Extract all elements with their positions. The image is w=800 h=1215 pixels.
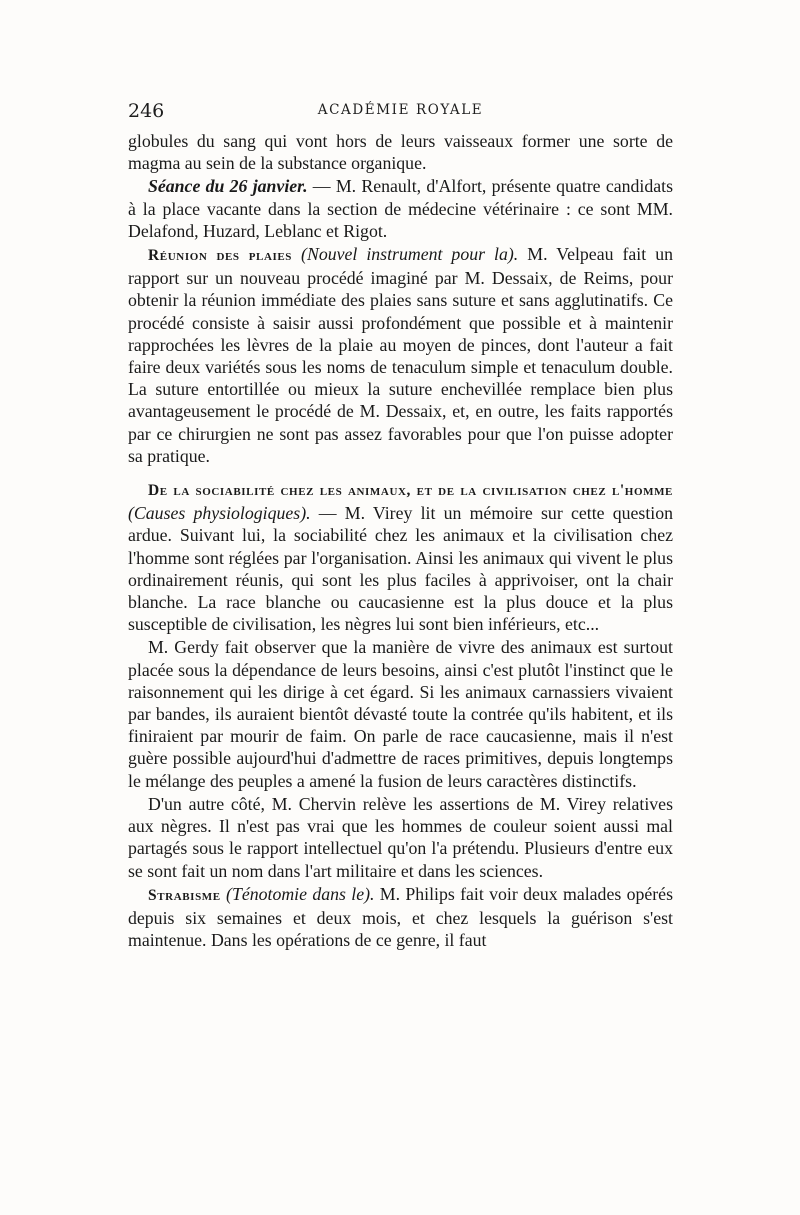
paragraph-1-text: globules du sang qui vont hors de leurs vaisseaux former une sorte de magma au sein de la substance organique.	[128, 131, 673, 174]
paragraph-7-text: M. Philips fait voir deux malades opérés depuis six semaines et deux mois, et chez lesquels la guérison s'est maintenue. Dans les opérations de ce genre, il faut	[128, 883, 673, 951]
paragraph-6	[128, 793, 673, 882]
paragraph-3-text: M. Velpeau fait un rapport sur un nouveau procédé imaginé par M. Dessaix, de Reims, pour obtenir la réunion immédiate des plaies sans suture et sans agglutinatifs. Ce procédé consiste à saisir aussi profondément que possible et à maintenir rapprochées les lèvres de la plaie au moyen de pinces, dont l'auteur a fait faire deux variétés sous les noms de tenaculum simple et tenaculum double. La suture entortillée ou mieux la suture enchevillée remplace bien plus avantageusement le procédé de M. Dessaix, et, en outre, les faits rapportés par ce chirurgien ne sont pas assez favorables pour que l'on puisse adopter sa pratique.	[128, 244, 673, 466]
paragraph-1	[128, 130, 673, 174]
paragraph-4	[128, 478, 673, 635]
section-heading-reunion: Réunion des plaies	[148, 247, 293, 265]
section-subtitle-strabisme: (Ténotomie dans le).	[226, 883, 375, 904]
paragraph-2	[128, 175, 673, 242]
section-subtitle-sociabilite: (Causes physiologiques).	[128, 503, 311, 524]
body-text	[128, 130, 673, 951]
running-title: ACADÉMIE ROYALE	[317, 102, 484, 118]
paragraph-3	[128, 243, 673, 467]
paragraph-6-text: D'un autre côté, M. Chervin relève les assertions de M. Virey relatives aux nègres. Il n'est pas vrai que les hommes de couleur soient aussi mal partagés sous le rapport intellectuel qu'on l'a prétendu. Plusieurs d'entre eux se sont fait un nom dans l'art militaire et dans les sciences.	[128, 793, 673, 881]
section-heading-sociabilite: De la sociabilité chez les animaux, et de la civilisation chez l'homme	[148, 482, 673, 500]
paragraph-5	[128, 636, 673, 791]
paragraph-4-text: — M. Virey lit un mémoire sur cette question ardue. Suivant lui, la sociabilité chez les animaux et la civilisation chez l'homme sont réglées par l'organisation. Ainsi les animaux qui vivent le plus ordinairement réunis, qui sont les plus faciles à apprivoiser, ont la chair blanche. La race blanche ou caucasienne est la plus douce et la plus susceptible de civilisation, les nègres lui sont bien inférieurs, etc...	[128, 503, 673, 635]
section-heading-strabisme: Strabisme	[148, 886, 221, 904]
section-subtitle-reunion: (Nouvel instrument pour la).	[301, 244, 519, 265]
paragraph-5-text: M. Gerdy fait observer que la manière de vivre des animaux est surtout placée sous la dépendance de leurs besoins, ainsi c'est plutôt l'instinct que le raisonnement qui les dirige à cet égard. Si les animaux carnassiers vivaient par bandes, ils auraient bientôt dévasté toute la contrée qu'ils habitent, et ils finiraient par mourir de faim. On parle de race caucasienne, mais il n'est guère possible aujourd'hui d'admettre de races primitives, depuis longtemps le mélange des peuples a amené la fusion de leurs caractères distinctifs.	[128, 637, 673, 791]
paragraph-2-text: — M. Renault, d'Alfort, présente quatre candidats à la place vacante dans la section de médecine vétérinaire : ce sont MM. Delafond, Huzard, Leblanc et Rigot.	[128, 176, 673, 241]
page-header	[128, 100, 673, 126]
paragraph-7	[128, 883, 673, 952]
session-date: Séance du 26 janvier.	[148, 176, 308, 197]
page-number: 246	[128, 100, 165, 122]
